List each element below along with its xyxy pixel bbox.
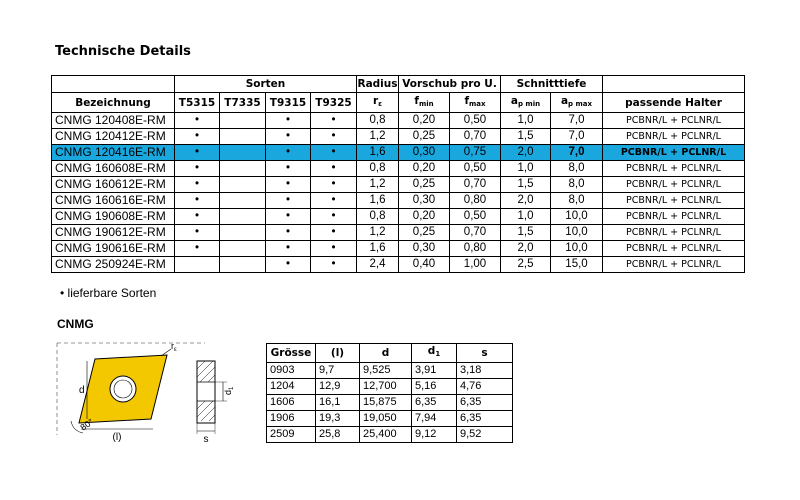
cell-fmax: 1,00	[450, 257, 501, 273]
dims-cell-d: 15,875	[360, 395, 412, 411]
cell-name: CNMG 190616E-RM	[52, 241, 175, 257]
cell-apmin: 2,0	[501, 193, 551, 209]
dims-cell-d: 19,050	[360, 411, 412, 427]
header-empty	[52, 76, 175, 93]
table-row	[52, 257, 745, 273]
cell-t5315: •	[175, 225, 220, 241]
header-ap-max: $a_{p max}$	[551, 93, 603, 113]
cell-apmin: 1,0	[501, 161, 551, 177]
cell-t9325: •	[311, 145, 357, 161]
dims-cell-s: 4,76	[457, 379, 513, 395]
cell-apmin: 2,0	[501, 241, 551, 257]
cell-halter: PCBNR/L + PCLNR/L	[603, 129, 745, 145]
dims-cell-groesse: 2509	[267, 427, 316, 443]
cell-t5315: •	[175, 129, 220, 145]
cell-halter: PCBNR/L + PCLNR/L	[603, 209, 745, 225]
dims-header-groesse: Grösse	[267, 344, 316, 363]
header-f-min: $f_{min}$	[399, 93, 450, 113]
header-grade-t7335: T7335	[220, 93, 266, 113]
cell-t7335	[220, 113, 266, 129]
dims-cell-groesse: 1606	[267, 395, 316, 411]
cell-halter: PCBNR/L + PCLNR/L	[603, 193, 745, 209]
cell-fmax: 0,70	[450, 177, 501, 193]
dims-cell-l: 9,7	[316, 363, 360, 379]
cell-t9325: •	[311, 193, 357, 209]
dims-cell-l: 12,9	[316, 379, 360, 395]
cell-t9325: •	[311, 225, 357, 241]
dims-cell-d: 12,700	[360, 379, 412, 395]
label-angle: 80°	[78, 416, 96, 433]
cell-fmin: 0,25	[399, 129, 450, 145]
cell-t5315: •	[175, 113, 220, 129]
cell-name: CNMG 160608E-RM	[52, 161, 175, 177]
cell-t9325: •	[311, 257, 357, 273]
cell-name: CNMG 190608E-RM	[52, 209, 175, 225]
cell-name: CNMG 120416E-RM	[52, 145, 175, 161]
dims-cell-d: 25,400	[360, 427, 412, 443]
cell-r: 1,2	[357, 129, 399, 145]
insert-diagram	[55, 335, 255, 445]
cell-t5315: •	[175, 241, 220, 257]
cell-t5315: •	[175, 145, 220, 161]
cell-apmax: 8,0	[551, 177, 603, 193]
cell-fmin: 0,25	[399, 225, 450, 241]
cell-t9325: •	[311, 241, 357, 257]
header-empty	[603, 76, 745, 93]
cell-fmax: 0,75	[450, 145, 501, 161]
cell-t9315: •	[266, 241, 311, 257]
section-title-cnmg: CNMG	[57, 317, 94, 331]
cell-name: CNMG 120412E-RM	[52, 129, 175, 145]
cell-name: CNMG 250924E-RM	[52, 257, 175, 273]
dims-cell-s: 3,18	[457, 363, 513, 379]
cell-apmin: 1,0	[501, 209, 551, 225]
dims-row	[267, 427, 513, 443]
cell-fmin: 0,20	[399, 113, 450, 129]
cell-fmin: 0,40	[399, 257, 450, 273]
cell-apmax: 7,0	[551, 113, 603, 129]
table-row	[52, 177, 745, 193]
dims-cell-l: 16,1	[316, 395, 360, 411]
cell-t5315: •	[175, 209, 220, 225]
label-d: d	[79, 385, 85, 396]
cell-apmin: 2,0	[501, 145, 551, 161]
table-row	[52, 241, 745, 257]
cell-fmin: 0,30	[399, 145, 450, 161]
cell-apmax: 7,0	[551, 145, 603, 161]
dims-row	[267, 379, 513, 395]
cell-fmax: 0,80	[450, 241, 501, 257]
cell-t9325: •	[311, 113, 357, 129]
cell-halter: PCBNR/L + PCLNR/L	[603, 257, 745, 273]
section-heading-technical-details: Technische Details	[55, 44, 191, 59]
cell-halter: PCBNR/L + PCLNR/L	[603, 177, 745, 193]
cell-apmax: 10,0	[551, 225, 603, 241]
cell-name: CNMG 160616E-RM	[52, 193, 175, 209]
cell-apmax: 8,0	[551, 161, 603, 177]
dims-cell-groesse: 0903	[267, 363, 316, 379]
cell-t7335	[220, 225, 266, 241]
cell-r: 1,6	[357, 193, 399, 209]
dims-header-s: s	[457, 344, 513, 363]
dims-cell-d1: 9,12	[412, 427, 457, 443]
insert-side-view	[197, 361, 235, 445]
header-grade-t9325: T9325	[311, 93, 357, 113]
dims-cell-s: 9,52	[457, 427, 513, 443]
dims-row	[267, 363, 513, 379]
cell-apmin: 1,5	[501, 225, 551, 241]
cell-apmax: 15,0	[551, 257, 603, 273]
cell-t7335	[220, 129, 266, 145]
cell-t9325: •	[311, 161, 357, 177]
header-vorschub: Vorschub pro U.	[399, 76, 501, 93]
header-radius: Radius	[357, 76, 399, 93]
cell-t7335	[220, 161, 266, 177]
table-row	[52, 129, 745, 145]
table-row	[52, 225, 745, 241]
dims-cell-s: 6,35	[457, 395, 513, 411]
cell-fmax: 0,50	[450, 209, 501, 225]
cell-t9315: •	[266, 257, 311, 273]
cell-r: 1,2	[357, 177, 399, 193]
cell-t7335	[220, 257, 266, 273]
header-sorten: Sorten	[175, 76, 357, 93]
cell-t9315: •	[266, 145, 311, 161]
cell-r: 0,8	[357, 113, 399, 129]
cell-halter: PCBNR/L + PCLNR/L	[603, 113, 745, 129]
cell-apmax: 8,0	[551, 193, 603, 209]
cell-halter: PCBNR/L + PCLNR/L	[603, 241, 745, 257]
cell-t7335	[220, 241, 266, 257]
dimensions-table-body	[267, 363, 513, 443]
cell-halter: PCBNR/L + PCLNR/L	[603, 161, 745, 177]
cell-fmin: 0,30	[399, 241, 450, 257]
cell-fmin: 0,25	[399, 177, 450, 193]
specs-table-body	[52, 113, 745, 273]
cell-t7335	[220, 177, 266, 193]
cell-t5315: •	[175, 161, 220, 177]
cell-t9315: •	[266, 113, 311, 129]
cell-r: 2,4	[357, 257, 399, 273]
cell-r: 1,2	[357, 225, 399, 241]
cell-fmin: 0,30	[399, 193, 450, 209]
dims-cell-groesse: 1204	[267, 379, 316, 395]
cell-name: CNMG 160612E-RM	[52, 177, 175, 193]
cell-name: CNMG 190612E-RM	[52, 225, 175, 241]
cell-t9325: •	[311, 129, 357, 145]
header-grade-t5315: T5315	[175, 93, 220, 113]
cell-t9325: •	[311, 177, 357, 193]
legend-text: • lieferbare Sorten	[60, 286, 157, 300]
cell-fmax: 0,70	[450, 225, 501, 241]
header-f-max: $f_{max}$	[450, 93, 501, 113]
cell-apmax: 7,0	[551, 129, 603, 145]
cell-apmin: 1,0	[501, 113, 551, 129]
dims-cell-groesse: 1906	[267, 411, 316, 427]
table-row	[52, 193, 745, 209]
header-grade-t9315: T9315	[266, 93, 311, 113]
cell-fmax: 0,50	[450, 113, 501, 129]
dims-cell-d1: 7,94	[412, 411, 457, 427]
cell-apmax: 10,0	[551, 241, 603, 257]
cell-halter: PCBNR/L + PCLNR/L	[603, 145, 745, 161]
header-schnitttiefe: Schnitttiefe	[501, 76, 603, 93]
label-d1: $d_1$	[223, 386, 235, 395]
cell-t7335	[220, 209, 266, 225]
cell-name: CNMG 120408E-RM	[52, 113, 175, 129]
dims-cell-s: 6,35	[457, 411, 513, 427]
cell-fmin: 0,20	[399, 209, 450, 225]
cell-t9315: •	[266, 225, 311, 241]
cell-r: 1,6	[357, 145, 399, 161]
cell-fmax: 0,80	[450, 193, 501, 209]
header-r: $r_\varepsilon$	[357, 93, 399, 113]
dimensions-table	[266, 343, 513, 443]
table-row	[52, 209, 745, 225]
dims-row	[267, 395, 513, 411]
cell-halter: PCBNR/L + PCLNR/L	[603, 225, 745, 241]
cell-t7335	[220, 193, 266, 209]
cell-t9315: •	[266, 177, 311, 193]
cell-t5315	[175, 257, 220, 273]
cell-t5315: •	[175, 177, 220, 193]
label-r-epsilon: $r_\varepsilon$	[171, 341, 177, 353]
cell-apmax: 10,0	[551, 209, 603, 225]
cell-apmin: 1,5	[501, 177, 551, 193]
dims-cell-l: 25,8	[316, 427, 360, 443]
cell-r: 0,8	[357, 209, 399, 225]
dimensions-header-row	[267, 344, 513, 363]
cell-t9325: •	[311, 209, 357, 225]
cell-r: 1,6	[357, 241, 399, 257]
table-row	[52, 113, 745, 129]
dims-header-d1: $d_1$	[412, 344, 457, 363]
dims-cell-l: 19,3	[316, 411, 360, 427]
dims-cell-d: 9,525	[360, 363, 412, 379]
cell-apmin: 2,5	[501, 257, 551, 273]
cell-fmin: 0,20	[399, 161, 450, 177]
dims-cell-d1: 3,91	[412, 363, 457, 379]
cell-apmin: 1,5	[501, 129, 551, 145]
header-bezeichnung: Bezeichnung	[52, 93, 175, 113]
dims-header-l: (l)	[316, 344, 360, 363]
cell-fmax: 0,70	[450, 129, 501, 145]
cell-t9315: •	[266, 129, 311, 145]
label-s: s	[203, 434, 209, 445]
dims-cell-d1: 6,35	[412, 395, 457, 411]
cell-t9315: •	[266, 161, 311, 177]
dims-row	[267, 411, 513, 427]
cell-t9315: •	[266, 209, 311, 225]
cell-t9315: •	[266, 193, 311, 209]
label-l: (l)	[112, 432, 122, 443]
dims-header-d: d	[360, 344, 412, 363]
cell-r: 0,8	[357, 161, 399, 177]
header-halter: passende Halter	[603, 93, 745, 113]
cell-t5315: •	[175, 193, 220, 209]
dims-cell-d1: 5,16	[412, 379, 457, 395]
table-row	[52, 145, 745, 161]
cell-fmax: 0,50	[450, 161, 501, 177]
header-row-groups	[52, 76, 745, 93]
header-row-columns	[52, 93, 745, 113]
header-ap-min: $a_{p min}$	[501, 93, 551, 113]
table-row	[52, 161, 745, 177]
specs-table	[51, 75, 745, 273]
cell-t7335	[220, 145, 266, 161]
